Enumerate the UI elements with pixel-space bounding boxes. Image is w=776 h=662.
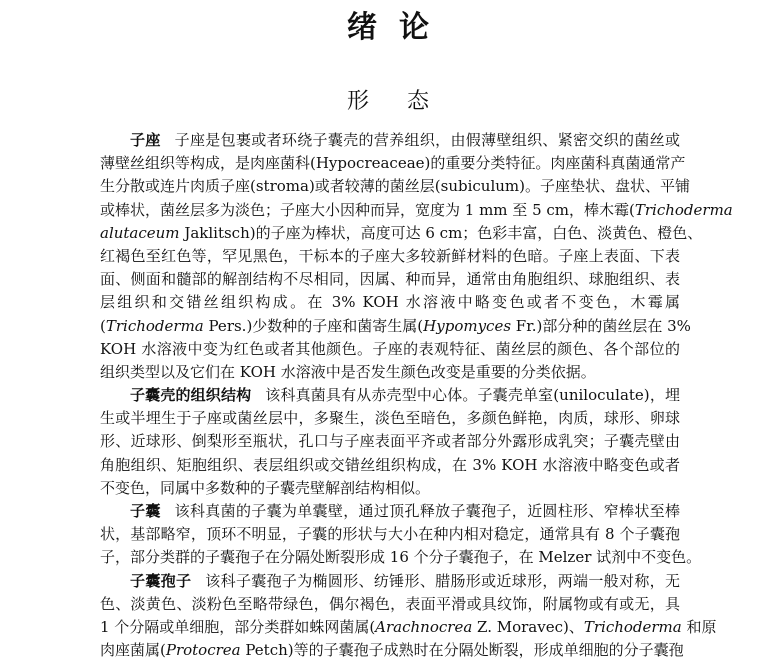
italic-term: alutaceum — [100, 223, 180, 242]
italic-term: Arachnocrea — [375, 617, 473, 636]
text-line — [100, 593, 680, 616]
text-segment: 层组织和交错丝组织构成。在 3% KOH 水溶液中略变色或者不变色，木霉属 — [100, 293, 680, 312]
text-segment: 生或半埋生于子座或菌丝层中，多聚生，淡色至暗色，多颜色鲜艳，肉质，球形、卵球 — [100, 409, 680, 428]
italic-term: Trichoderma — [583, 617, 682, 636]
chapter-title: 绪论 — [347, 10, 451, 45]
text-segment: 肉座菌属( — [100, 641, 166, 660]
text-segment: 1 个分隔或单细胞，部分类群如蛛网菌属( — [100, 617, 376, 636]
text-line — [100, 639, 684, 662]
text-segment: 状，基部略窄，顶环不明显，子囊的形状与大小在种内相对稳定，通常具有 8 个子囊孢 — [100, 525, 680, 544]
text-segment: 角胞组织、矩胞组织、表层组织或交错丝组织构成，在 3% KOH 水溶液中略变色或者 — [100, 455, 680, 474]
paragraph-heading: 子囊 — [130, 502, 161, 520]
text-segment: 该科真菌具有从赤壳型中心体。子囊壳单室(uniloculate)，埋 — [265, 386, 680, 405]
text-segment: 红褐色至红色等，罕见黑色，干标本的子座大多较新鲜材料的色暗。子座上表面、下表 — [100, 246, 680, 265]
text-segment: Jaklitsch)的子座为棒状，高度可达 6 cm；色彩丰富，白色、淡黄色、橙色、 — [179, 223, 703, 242]
text-line — [100, 454, 680, 477]
italic-term: Trichoderma — [105, 316, 204, 335]
text-segment: 面、侧面和髓部的解剖结构不尽相同，因属、种而异，通常由角胞组织、球胞组织、表 — [100, 270, 680, 289]
text-line — [100, 152, 686, 175]
text-segment: KOH 水溶液中变为红色或者其他颜色。子座的表观特征、菌丝层的颜色、各个部位的 — [100, 339, 680, 358]
text-segment: 组织类型以及它们在 KOH 水溶液中是否发生颜色改变是重要的分类依据。 — [100, 362, 596, 381]
italic-term: Trichoderma — [634, 200, 733, 219]
text-line — [100, 523, 680, 546]
text-segment: 或棒状，菌丝层多为淡色；子座大小因种而异，宽度为 1 mm 至 5 cm，棒木霉( — [100, 200, 635, 219]
text-line — [100, 407, 680, 430]
text-segment: Petch)等的子囊孢子成熟时在分隔处断裂，形成单细胞的分子囊孢 — [240, 641, 684, 660]
paragraph-heading: 子囊壳的组织结构 — [130, 386, 252, 405]
text-line — [100, 338, 680, 361]
text-segment: 色、淡黄色、淡粉色至略带绿色，偶尔褐色，表面平滑或具纹饰，附属物或有或无，具 — [100, 594, 680, 613]
text-line — [100, 199, 733, 222]
text-line — [100, 546, 702, 569]
italic-term: Protocrea — [165, 641, 241, 660]
text-segment: 和原 — [681, 617, 717, 636]
text-segment: Pers.)少数种的子座和菌寄生属( — [203, 316, 424, 335]
text-segment: Z. Moravec)、 — [472, 617, 584, 636]
text-segment: 子，部分类群的子囊孢子在分隔处断裂形成 16 个分子囊孢子，在 Melzer 试剂中不变色。 — [100, 548, 702, 567]
text-segment: 形、近球形、倒梨形至瓶状，孔口与子座表面平齐或者部分外露形成乳突；子囊壳壁由 — [100, 432, 680, 451]
text-segment: 该科子囊孢子为椭圆形、纺锤形、腊肠形或近球形，两端一般对称，无 — [205, 571, 680, 590]
section-title: 形态 — [346, 89, 467, 114]
text-segment: Fr.)部分种的菌丝层在 3% — [511, 316, 691, 335]
text-line — [100, 245, 680, 268]
text-segment: 薄壁丝组织等构成，是肉座菌科(Hypocreaceae)的重要分类特征。肉座菌科真菌通常产 — [100, 154, 686, 173]
text-line — [100, 175, 691, 198]
text-line — [100, 384, 680, 407]
text-line — [100, 616, 717, 639]
text-segment: 生分散或连片肉质子座(stroma)或者较薄的菌丝层(subiculum)。子座垫状、盘状、平铺 — [100, 177, 691, 196]
text-segment: ( — [100, 316, 106, 335]
text-line — [100, 268, 680, 291]
text-line — [100, 129, 680, 152]
text-line — [100, 315, 691, 338]
text-segment: 该科真菌的子囊为单囊壁，通过顶孔释放子囊孢子，近圆柱形、窄棒状至棒 — [174, 502, 680, 520]
text-line — [100, 570, 680, 593]
text-line — [100, 291, 680, 314]
text-line — [100, 361, 680, 384]
text-line — [100, 500, 680, 523]
text-segment: 不变色，同属中多数种的子囊壳壁解剖结构相似。 — [100, 478, 431, 497]
paragraph-heading: 子座 — [130, 131, 161, 149]
text-segment: 子座是包裹或者环绕子囊壳的营养组织，由假薄壁组织、紧密交织的菌丝或 — [174, 131, 680, 149]
italic-term: Hypomyces — [423, 316, 512, 335]
text-line — [100, 222, 703, 245]
text-line — [100, 477, 680, 500]
text-line — [100, 430, 680, 453]
paragraph-heading: 子囊孢子 — [130, 571, 192, 590]
body-text — [100, 129, 733, 662]
